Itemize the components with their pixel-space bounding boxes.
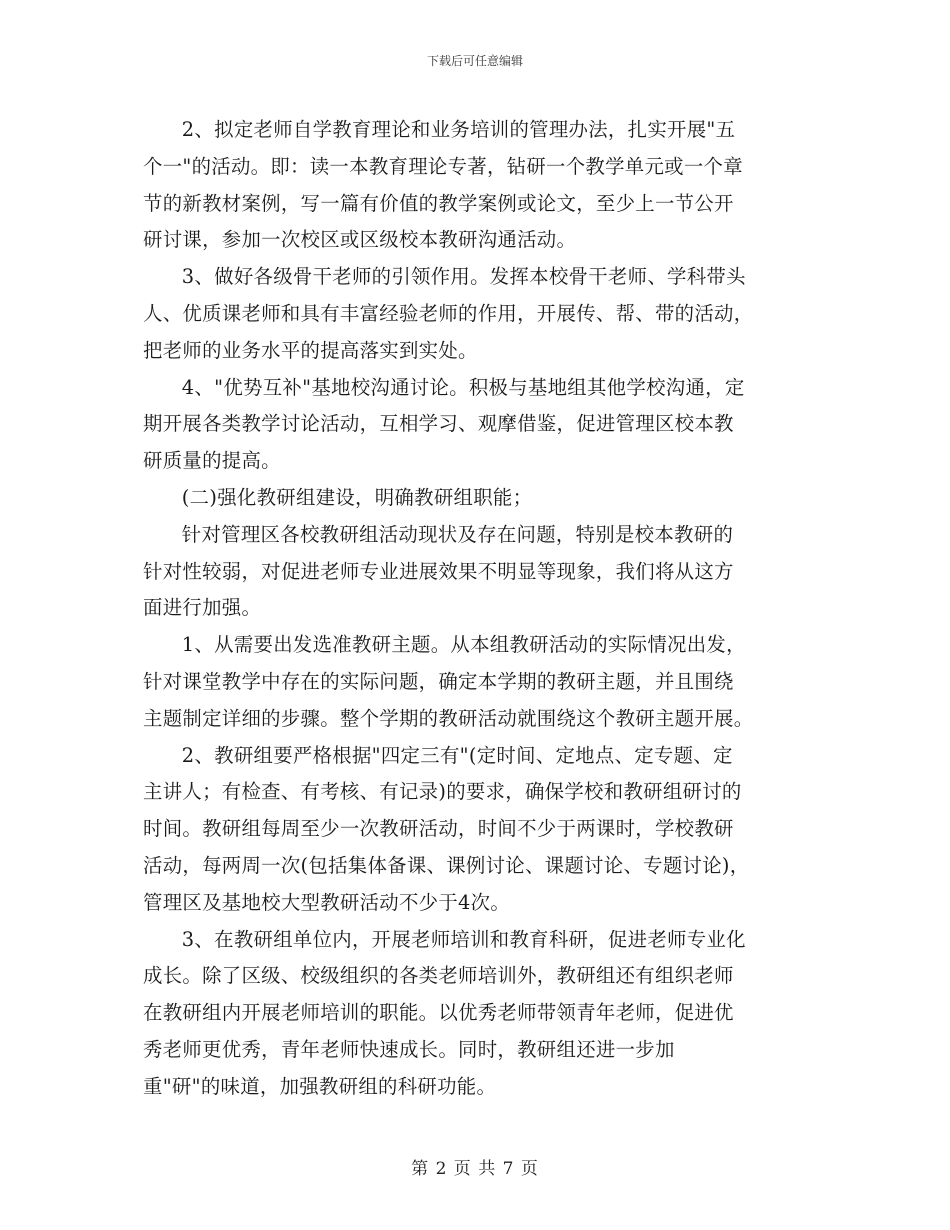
paragraph — [143, 627, 811, 737]
page-number: 第 2 页 共 7 页 — [411, 1159, 539, 1179]
text-line: 3、做好各级骨干老师的引领作用。发挥本校骨干老师、学科带头 — [181, 265, 746, 289]
text-line: 时间。教研组每周至少一次教研活动，时间不少于两课时，学校教研 — [143, 817, 734, 841]
text-line: 针对课堂教学中存在的实际问题，确定本学期的教研主题，并且围绕 — [143, 669, 734, 693]
text-line: 把老师的业务水平的提高落实到实处。 — [143, 338, 478, 362]
text-line: 针对管理区各校教研组活动现状及存在问题，特别是校本教研的 — [181, 522, 734, 546]
text-line: 节的新教材案例，写一篇有价值的教学案例或论文，至少上一节公开 — [143, 191, 734, 215]
text-line: 4、"优势互补"基地校沟通讨论。积极与基地组其他学校沟通，定 — [181, 375, 745, 399]
text-line: 期开展各类教学讨论活动，互相学习、观摩借鉴，促进管理区校本教 — [143, 412, 734, 436]
document-body — [143, 112, 811, 1106]
text-line: 研质量的提高。 — [143, 449, 281, 473]
text-line: (二)强化教研组建设，明确教研组职能； — [181, 485, 533, 509]
page-header-note: 下载后可任意编辑 — [426, 54, 523, 68]
text-line: 活动，每两周一次(包括集体备课、课例讨论、课题讨论、专题讨论)， — [143, 853, 750, 877]
text-line: 主讲人；有检查、有考核、有记录)的要求，确保学校和教研组研讨的 — [143, 780, 742, 804]
section-heading — [143, 480, 811, 517]
text-line: 研讨课，参加一次校区或区级校本教研沟通活动。 — [143, 228, 577, 252]
text-line: 管理区及基地校大型教研活动不少于4次。 — [143, 890, 511, 914]
paragraph — [143, 738, 811, 922]
text-line: 针对性较弱，对促进老师专业进展效果不明显等现象，我们将从这方 — [143, 559, 734, 583]
text-line: 重"研"的味道，加强教研组的科研功能。 — [143, 1074, 497, 1098]
text-line: 3、在教研组单位内，开展老师培训和教育科研，促进老师专业化 — [181, 927, 746, 951]
text-line: 主题制定详细的步骤。整个学期的教研活动就围绕这个教研主题开展。 — [143, 706, 754, 730]
text-line: 人、优质课老师和具有丰富经验老师的作用，开展传、帮、带的活动， — [143, 301, 754, 325]
text-line: 秀老师更优秀，青年老师快速成长。同时，教研组还进一步加 — [143, 1037, 675, 1061]
text-line: 2、拟定老师自学教育理论和业务培训的管理办法，扎实开展"五 — [181, 118, 736, 141]
text-line: 成长。除了区级、校级组织的各类老师培训外，教研组还有组织老师 — [143, 964, 734, 988]
text-line: 面进行加强。 — [143, 596, 262, 620]
paragraph — [143, 517, 811, 627]
paragraph — [143, 112, 811, 259]
text-line: 2、教研组要严格根据"四定三有"(定时间、定地点、定专题、定 — [181, 743, 733, 767]
text-line: 个一"的活动。即：读一本教育理论专著，钻研一个教学单元或一个章 — [143, 154, 743, 178]
paragraph — [143, 922, 811, 1106]
paragraph — [143, 259, 811, 369]
text-line: 1、从需要出发选准教研主题。从本组教研活动的实际情况出发， — [181, 633, 746, 657]
text-line: 在教研组内开展老师培训的职能。以优秀老师带领青年老师，促进优 — [143, 1001, 734, 1025]
paragraph — [143, 370, 811, 480]
